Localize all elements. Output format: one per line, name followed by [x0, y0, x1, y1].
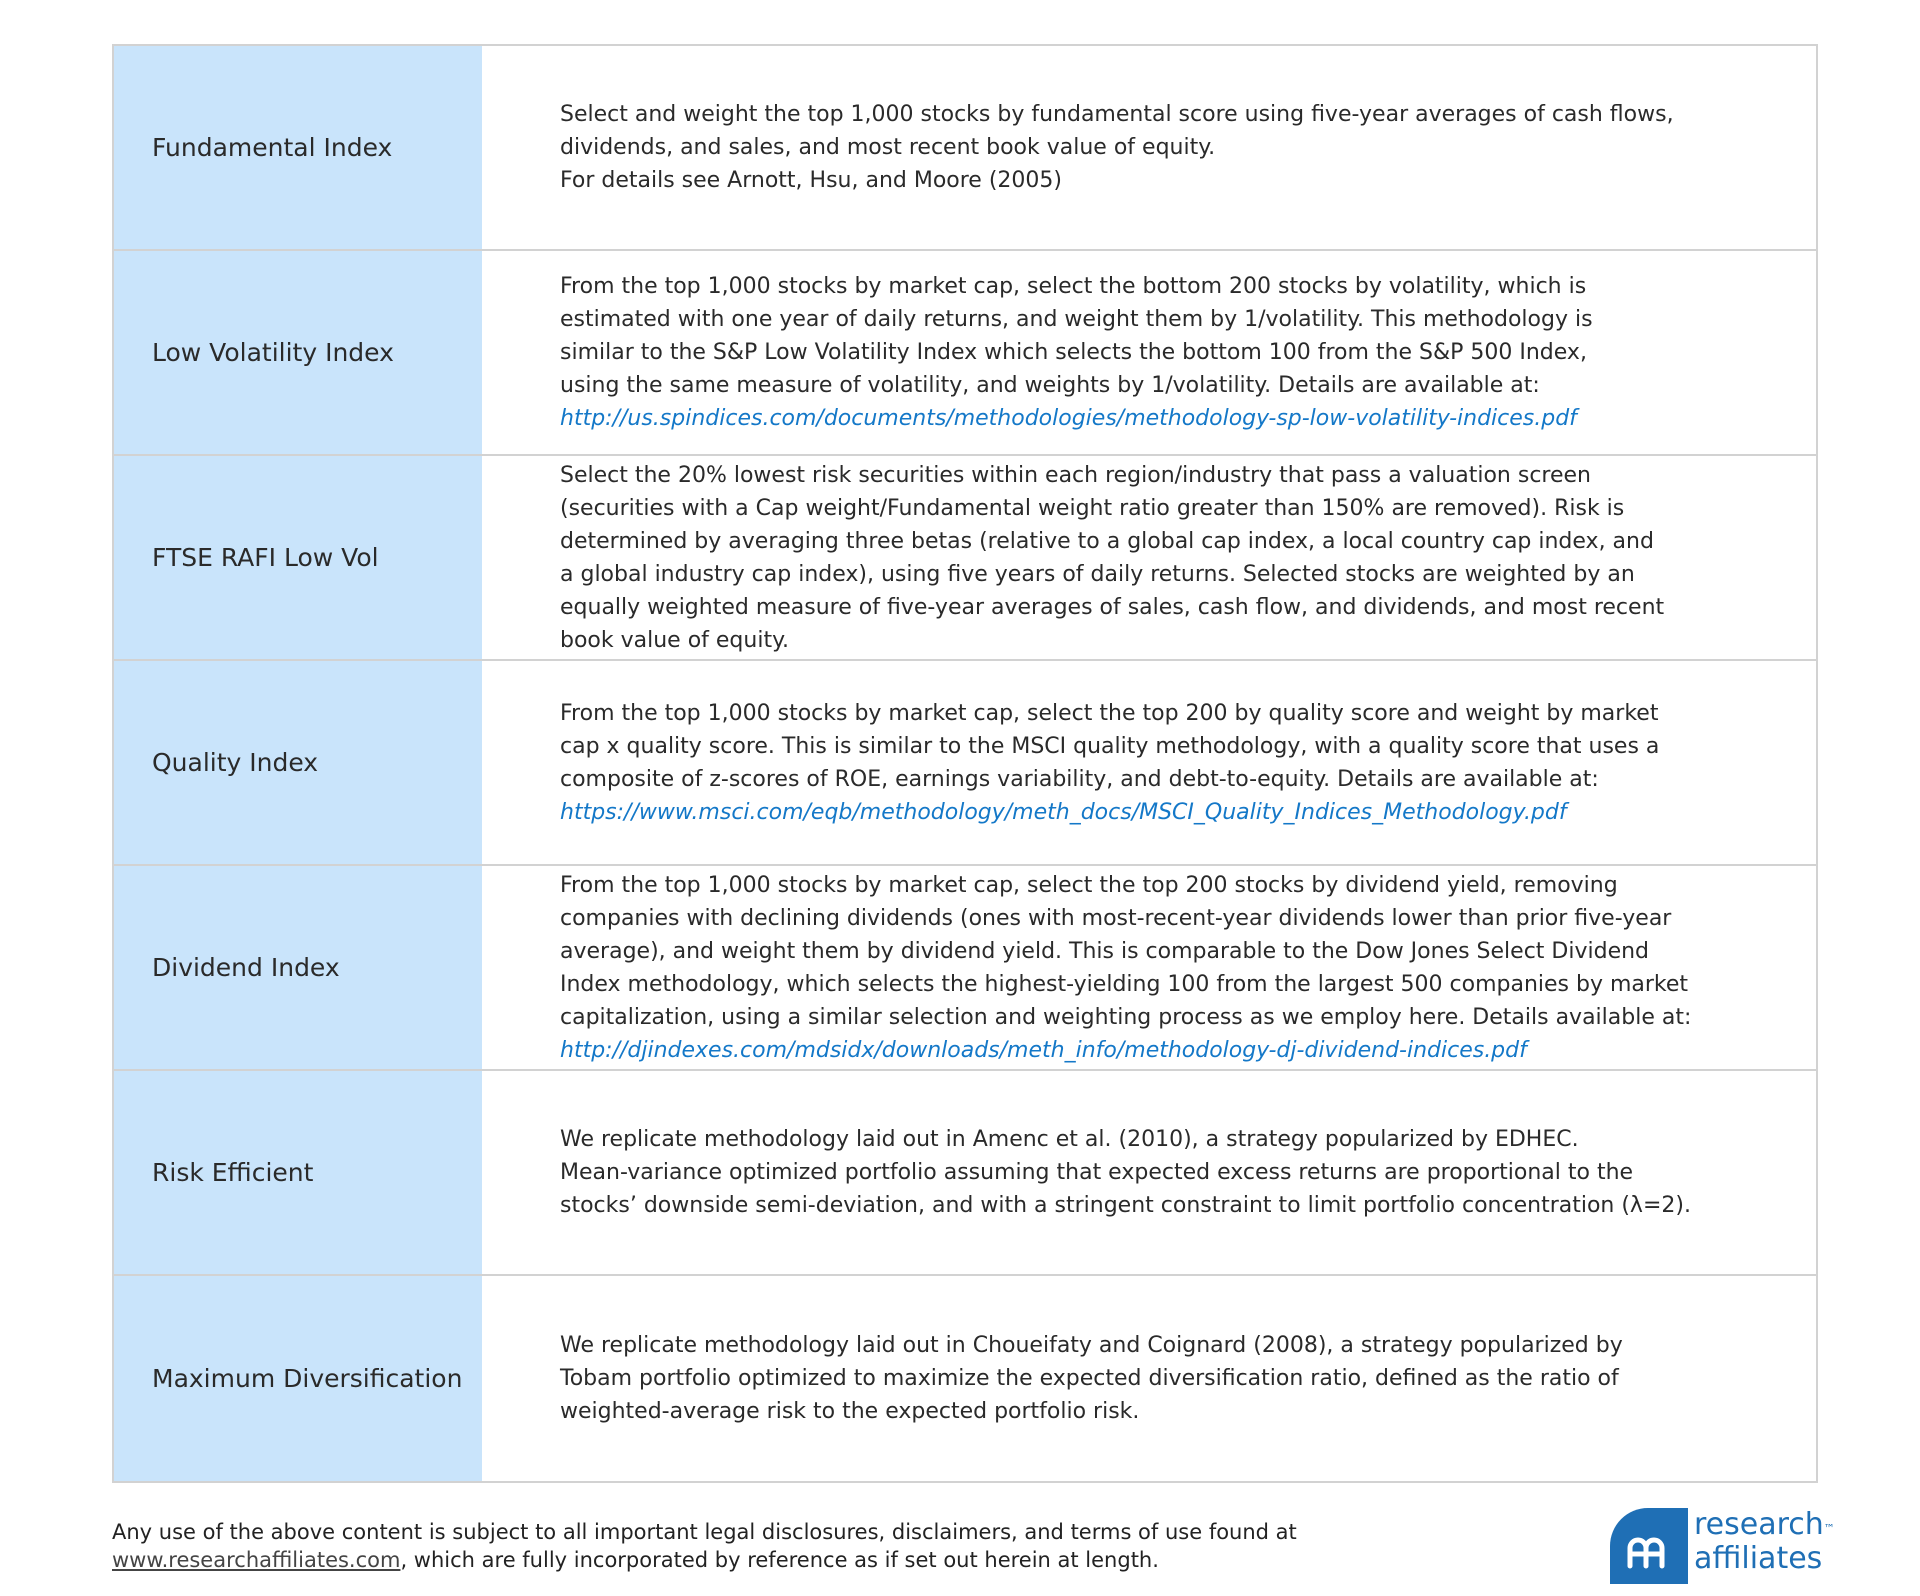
description-line: cap x quality score. This is similar to the MSCI quality methodology, with a quality score that uses a	[560, 733, 1660, 759]
index-name-cell: Quality Index	[114, 661, 482, 864]
methodology-link[interactable]: http://djindexes.com/mdsidx/downloads/meth_info/methodology-dj-dividend-indices.pdf	[560, 1037, 1527, 1063]
index-name-cell: Risk Efficient	[114, 1071, 482, 1274]
description-line: book value of equity.	[560, 627, 789, 653]
methodology-link[interactable]: http://us.spindices.com/documents/methodologies/methodology-sp-low-volatility-indices.pdf	[560, 406, 1577, 431]
description-line: determined by averaging three betas (relative to a global cap index, a local country cap index, and	[560, 528, 1654, 554]
description-line: equally weighted measure of five-year averages of sales, cash flow, and dividends, and most recent	[560, 594, 1665, 620]
table-row	[114, 46, 1816, 251]
logo-word-affiliates: affiliates	[1694, 1541, 1823, 1576]
description-line: (securities with a Cap weight/Fundamental weight ratio greater than 150% are removed). Risk is	[560, 495, 1625, 521]
description-line: dividends, and sales, and most recent book value of equity.	[560, 135, 1216, 160]
website-link[interactable]: www.researchaffiliates.com	[112, 1548, 401, 1572]
description-line: For details see Arnott, Hsu, and Moore (2005)	[560, 168, 1062, 193]
description-line: Select the 20% lowest risk securities within each region/industry that pass a valuation screen	[560, 462, 1591, 488]
description-line: similar to the S&P Low Volatility Index which selects the bottom 100 from the S&P 500 Index,	[560, 340, 1587, 365]
legal-disclaimer	[112, 1518, 1297, 1574]
disclaimer-line-2-text: , which are fully incorporated by reference as if set out herein at length.	[400, 1548, 1159, 1572]
table-row	[114, 251, 1816, 456]
index-name-cell: Fundamental Index	[114, 46, 482, 249]
description-line: using the same measure of volatility, and weights by 1/volatility. Details are available at:	[560, 373, 1540, 398]
description-line: a global industry cap index), using five years of daily returns. Selected stocks are weighted by an	[560, 561, 1635, 587]
table-row	[114, 866, 1816, 1071]
description-line: We replicate methodology laid out in Choueifaty and Coignard (2008), a strategy popularized by	[560, 1333, 1623, 1358]
index-description-cell	[482, 661, 1816, 864]
description-line: We replicate methodology laid out in Amenc et al. (2010), a strategy popularized by EDHEC.	[560, 1127, 1579, 1152]
table-row	[114, 1276, 1816, 1481]
table-row	[114, 456, 1816, 661]
index-description-cell	[482, 456, 1816, 659]
index-description-cell	[482, 866, 1816, 1069]
research-affiliates-logo-icon	[1610, 1508, 1688, 1584]
index-description-cell	[482, 46, 1816, 249]
logo-wordmark	[1694, 1508, 1835, 1576]
description-line: From the top 1,000 stocks by market cap, select the top 200 stocks by dividend yield, removing	[560, 872, 1618, 898]
description-line: stocks’ downside semi-deviation, and with a stringent constraint to limit portfolio concentration (λ=2).	[560, 1193, 1691, 1218]
index-name-cell: Maximum Diversification	[114, 1276, 482, 1481]
description-line: companies with declining dividends (ones with most-recent-year dividends lower than prior five-year	[560, 905, 1672, 931]
research-affiliates-logo	[1610, 1507, 1835, 1584]
description-line: weighted-average risk to the expected portfolio risk.	[560, 1399, 1140, 1424]
index-name-cell: FTSE RAFI Low Vol	[114, 456, 482, 659]
description-line: Tobam portfolio optimized to maximize the expected diversification ratio, defined as the ratio of	[560, 1366, 1619, 1391]
description-line: From the top 1,000 stocks by market cap, select the bottom 200 stocks by volatility, which is	[560, 274, 1587, 299]
description-line: From the top 1,000 stocks by market cap, select the top 200 by quality score and weight by market	[560, 700, 1659, 726]
methodology-link[interactable]: https://www.msci.com/eqb/methodology/meth_docs/MSCI_Quality_Indices_Methodology.pdf	[560, 799, 1567, 825]
index-name-cell: Low Volatility Index	[114, 251, 482, 454]
logo-word-research: research	[1694, 1507, 1824, 1542]
table-row	[114, 661, 1816, 866]
disclaimer-line-1: Any use of the above content is subject to all important legal disclosures, disclaimers, and terms of use found at	[112, 1520, 1297, 1544]
description-line: average), and weight them by dividend yield. This is comparable to the Dow Jones Select Dividend	[560, 938, 1650, 964]
index-description-cell	[482, 1071, 1816, 1274]
description-line: capitalization, using a similar selection and weighting process as we employ here. Details available at:	[560, 1004, 1692, 1030]
index-name-cell: Dividend Index	[114, 866, 482, 1069]
description-line: Select and weight the top 1,000 stocks by fundamental score using five-year averages of cash flows,	[560, 102, 1674, 127]
methodology-table	[112, 44, 1818, 1483]
table-row	[114, 1071, 1816, 1276]
description-line: composite of z-scores of ROE, earnings variability, and debt-to-equity. Details are available at:	[560, 766, 1599, 792]
logo-trademark: ™	[1823, 1522, 1835, 1535]
description-line: Index methodology, which selects the highest-yielding 100 from the largest 500 companies by market	[560, 971, 1689, 997]
index-description-cell	[482, 251, 1816, 454]
disclaimer-line-2	[112, 1546, 1297, 1574]
description-line: Mean-variance optimized portfolio assuming that expected excess returns are proportional to the	[560, 1160, 1634, 1185]
index-description-cell	[482, 1276, 1816, 1481]
description-line: estimated with one year of daily returns, and weight them by 1/volatility. This methodology is	[560, 307, 1593, 332]
